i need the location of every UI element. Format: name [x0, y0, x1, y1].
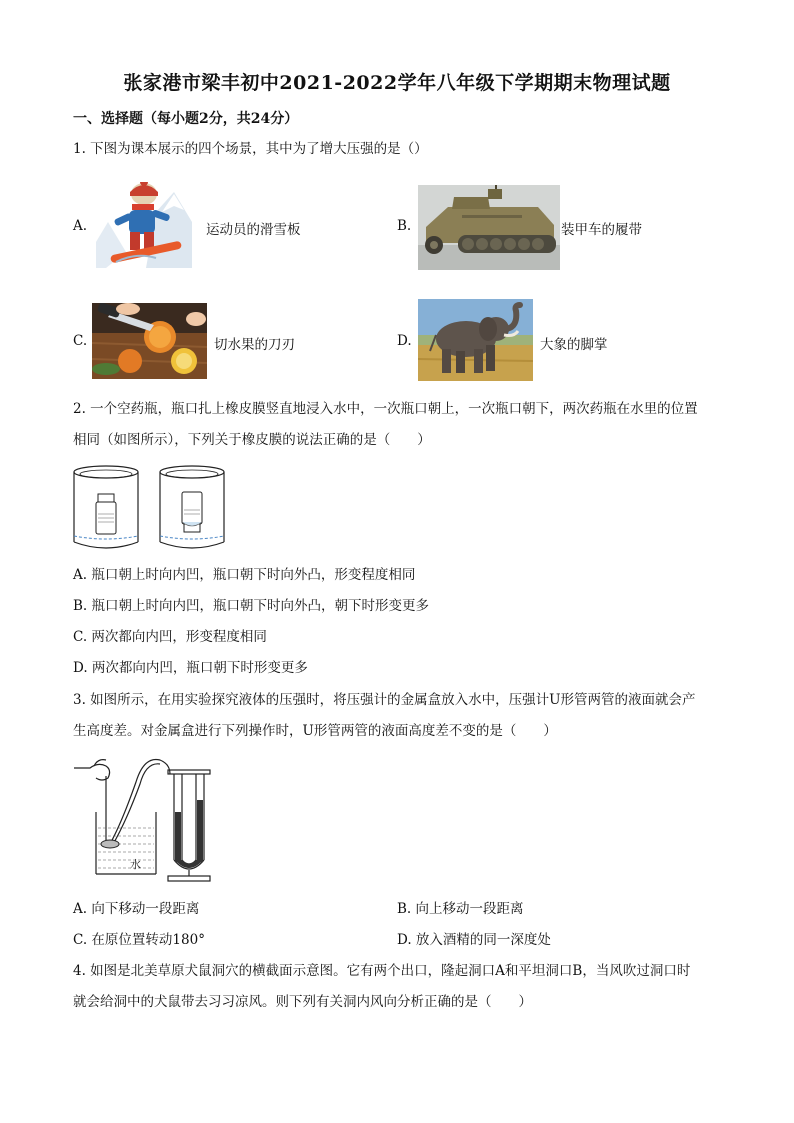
q2-option-b: B. 瓶口朝上时向内凹，瓶口朝下时向外凸，朝下时形变更多 [73, 598, 430, 614]
halftrack-image [418, 185, 560, 270]
water-label: 水 [130, 858, 141, 871]
q1-option-a-caption: 运动员的滑雪板 [206, 222, 301, 238]
pressure-gauge-diagram [72, 752, 222, 884]
q2-option-a: A. 瓶口朝上时向内凹，瓶口朝下时向外凸，形变程度相同 [73, 567, 416, 583]
q1-option-d-letter: D. [397, 333, 412, 349]
q1-option-d-caption: 大象的脚掌 [540, 337, 608, 353]
medicine-bottle-diagram [70, 464, 232, 552]
q2-option-c: C. 两次都向内凹，形变程度相同 [73, 629, 267, 645]
q3-stem-line1: 3. 如图所示，在用实验探究液体的压强时，将压强计的金属盒放入水中，压强计U形管两管的液面就会产 [73, 692, 696, 708]
q1-option-c-letter: C. [73, 333, 88, 349]
q1-option-b-caption: 装甲车的履带 [561, 222, 642, 238]
q2-stem-line1: 2. 一个空药瓶，瓶口扎上橡皮膜竖直地浸入水中，一次瓶口朝上，一次瓶口朝下，两次药瓶在水里的位置 [73, 401, 698, 417]
section-heading: 一、选择题（每小题2分，共24分） [73, 111, 299, 127]
q1-option-a-letter: A. [73, 218, 88, 234]
knife-fruit-image [92, 303, 207, 379]
q1-stem: 1. 下图为课本展示的四个场景，其中为了增大压强的是（） [73, 141, 428, 157]
skier-image [96, 182, 192, 268]
q2-stem-line2: 相同（如图所示），下列关于橡皮膜的说法正确的是（ ） [73, 432, 431, 448]
q3-stem-line2: 生高度差。对金属盒进行下列操作时，U形管两管的液面高度差不变的是（ ） [73, 723, 557, 739]
q3-option-b: B. 向上移动一段距离 [397, 901, 524, 917]
page-title: 张家港市梁丰初中2021-2022学年八年级下学期期末物理试题 [123, 72, 671, 94]
q3-option-c: C. 在原位置转动180° [73, 932, 205, 948]
q4-stem-line2: 就会给洞中的犬鼠带去习习凉风。则下列有关洞内风向分析正确的是（ ） [73, 994, 532, 1010]
q1-option-b-letter: B. [397, 218, 412, 234]
q4-stem-line1: 4. 如图是北美草原犬鼠洞穴的横截面示意图。它有两个出口，隆起洞口A和平坦洞口B，当风吹过洞口时 [73, 963, 691, 979]
q3-option-a: A. 向下移动一段距离 [73, 901, 200, 917]
q3-option-d: D. 放入酒精的同一深度处 [397, 932, 551, 948]
q2-option-d: D. 两次都向内凹，瓶口朝下时形变更多 [73, 660, 308, 676]
q1-option-c-caption: 切水果的刀刃 [214, 337, 295, 353]
elephant-image [418, 299, 533, 381]
